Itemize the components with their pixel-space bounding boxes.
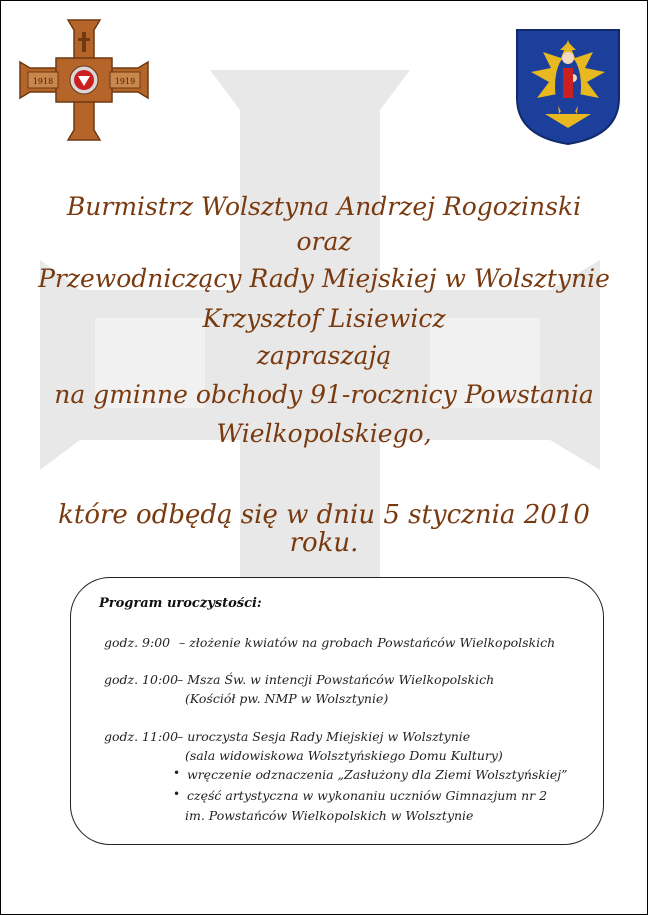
program-bullet-2: część artystyczna w wykonaniu uczniów Gimnazjum nr 2 bbox=[187, 788, 548, 803]
cross-of-valor-icon bbox=[18, 18, 150, 142]
invitation-line-mayor: Burmistrz Wolsztyna Andrzej Rogozinski bbox=[66, 192, 582, 221]
program-bullet-1: wręczenie odznaczenia „Zasłużony dla Ziemi Wolsztyńskiej” bbox=[187, 767, 568, 782]
program-text-1: – złożenie kwiatów na grobach Powstańców Wielkopolskich bbox=[179, 635, 556, 650]
invitation-line-invite: zapraszają bbox=[256, 341, 392, 370]
program-text-3: – uroczysta Sesja Rady Miejskiej w Wolsztynie bbox=[177, 729, 471, 744]
program-sub-2: (Kościół pw. NMP w Wolsztynie) bbox=[185, 691, 389, 706]
program-text-2: – Msza Św. w intencji Powstańców Wielkopolskich bbox=[177, 672, 495, 687]
invitation-line-event: na gminne obchody 91-rocznicy Powstania bbox=[54, 380, 594, 409]
program-time-3: godz. 11:00 bbox=[104, 729, 179, 744]
program-title: Program uroczystości: bbox=[99, 596, 262, 611]
program-box bbox=[70, 577, 604, 845]
bullet-icon: • bbox=[173, 766, 181, 780]
program-sub-3: (sala widowiskowa Wolsztyńskiego Domu Kultury) bbox=[185, 748, 503, 763]
cross-year-left: 1918 bbox=[32, 77, 54, 86]
invitation-line-chair-name: Krzysztof Lisiewicz bbox=[202, 304, 446, 333]
wolsztyn-coat-of-arms-icon bbox=[515, 28, 621, 146]
cross-year-right: 1919 bbox=[114, 77, 136, 86]
program-time-2: godz. 10:00 bbox=[104, 672, 179, 687]
invitation-line-council-chair: Przewodniczący Rady Miejskiej w Wolsztynie bbox=[38, 264, 610, 293]
bullet-icon: • bbox=[173, 787, 181, 801]
program-bullet-2-cont: im. Powstańców Wielkopolskich w Wolsztynie bbox=[185, 808, 474, 823]
invitation-line-and: oraz bbox=[296, 227, 352, 256]
invitation-line-event-cont: Wielkopolskiego, bbox=[216, 419, 432, 448]
invitation-date-line: które odbędą się w dniu 5 stycznia 2010 roku. bbox=[58, 500, 590, 558]
program-time-1: godz. 9:00 bbox=[104, 635, 171, 650]
